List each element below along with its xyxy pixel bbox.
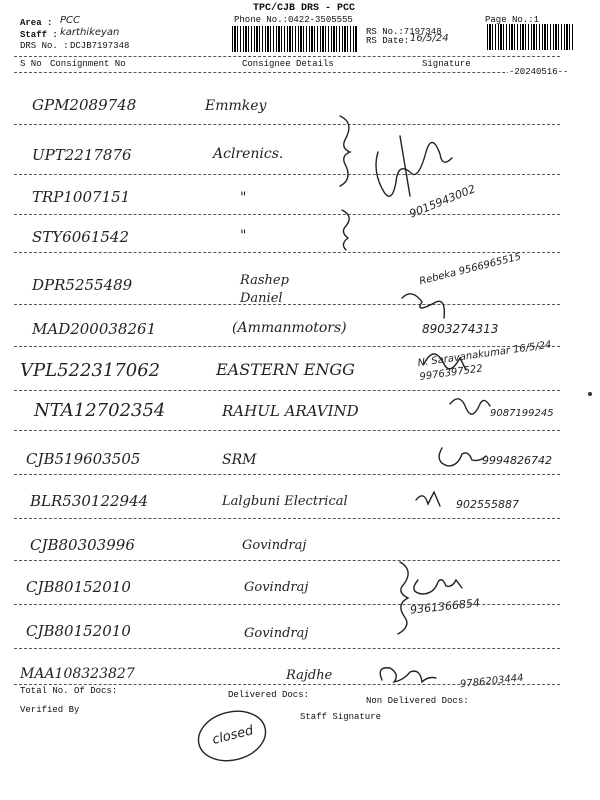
rs-date-label: RS Date: <box>366 36 410 46</box>
consignment-number: CJB80152010 <box>26 622 131 640</box>
consignment-number: MAA108323827 <box>20 666 135 682</box>
drs-value: DCJB7197348 <box>70 41 130 51</box>
consignment-number: BLR530122944 <box>30 492 149 510</box>
consignee-name: Emmkey <box>205 98 267 114</box>
signature-phone: 8903274313 <box>422 322 499 336</box>
consignee-name: " <box>240 190 247 206</box>
signature-scribble <box>414 580 462 594</box>
barcode-left <box>232 26 358 52</box>
bracket-mark <box>340 116 350 186</box>
consignment-number: CJB80303996 <box>30 536 135 554</box>
consignment-number: DPR5255489 <box>32 276 133 294</box>
signature-phone: 9361366854 <box>409 596 481 617</box>
total-docs-label: Total No. Of Docs: <box>20 686 118 696</box>
delivered-docs-label: Delivered Docs: <box>228 690 310 700</box>
phone-number: Phone No.:0422-3505555 <box>234 15 353 25</box>
row-rule <box>14 684 560 685</box>
consignment-number: CJB519603505 <box>26 450 141 468</box>
signature-phone: 9994826742 <box>482 454 552 467</box>
row-rule <box>14 560 560 561</box>
row-rule <box>14 304 560 305</box>
signature-phone: 9015943002 <box>407 182 478 221</box>
consignee-name: EASTERN ENGG <box>216 360 355 379</box>
row-rule <box>14 174 560 175</box>
row-rule <box>14 124 560 125</box>
staff-signature-label: Staff Signature <box>300 712 382 722</box>
rs-date-value: 16/5/24 <box>410 33 449 44</box>
consignee-name: (Ammanmotors) <box>232 320 347 336</box>
closed-stamp-text: closed <box>210 723 255 748</box>
row-rule <box>14 346 560 347</box>
consignment-number: GPM2089748 <box>32 96 137 114</box>
consignment-number: NTA12702354 <box>34 400 166 421</box>
consignment-number: MAD200038261 <box>32 320 157 338</box>
signature-phone: N. Saravanakumar 16/5/24 9976397522 <box>416 339 553 384</box>
signature-phone: Rebeka 9566965515 <box>418 251 523 288</box>
signature-phone: 9786203444 <box>459 672 525 691</box>
rs-number: RS No.:7197348 <box>366 27 442 37</box>
signature-scribble <box>439 448 486 466</box>
drs-label: DRS No. : <box>20 41 69 51</box>
consignment-number: CJB80152010 <box>26 578 131 596</box>
consignee-name: RAHUL ARAVIND <box>222 402 359 420</box>
bracket-mark <box>342 210 349 250</box>
consignment-number: STY6061542 <box>32 228 129 246</box>
signature-scribble <box>402 294 444 318</box>
row-rule <box>14 474 560 475</box>
margin-dot <box>588 392 592 396</box>
area-label: Area : <box>20 18 53 28</box>
col-consignee: Consignee Details <box>242 59 334 69</box>
non-delivered-docs-label: Non Delivered Docs: <box>366 696 469 706</box>
signature-scribble <box>416 492 440 506</box>
consignment-number: VPL522317062 <box>20 360 161 381</box>
row-rule <box>14 390 560 391</box>
consignment-number: UPT2217876 <box>32 146 132 164</box>
verified-by-label: Verified By <box>20 705 80 715</box>
header-rule <box>14 56 560 57</box>
staff-label: Staff : <box>20 30 58 40</box>
consignee-name: Govindraj <box>244 580 309 595</box>
row-rule <box>14 518 560 519</box>
col-sno: S No <box>20 59 42 69</box>
signature-scribble <box>400 136 410 196</box>
consignee-name: Rashep Daniel <box>240 273 289 306</box>
staff-value: karthikeyan <box>60 27 120 38</box>
report-title: TPC/CJB DRS - PCC <box>253 3 356 14</box>
barcode-right <box>487 24 573 50</box>
signature-scribble <box>376 142 452 196</box>
signature-phone: 902555887 <box>456 498 519 511</box>
date-code: -20240516-- <box>509 67 569 77</box>
signature-phone: 9087199245 <box>490 408 554 419</box>
consignment-number: TRP1007151 <box>32 188 131 206</box>
consignee-name: Rajdhe <box>286 668 333 683</box>
row-rule <box>14 648 560 649</box>
consignee-name: Govindraj <box>242 538 307 553</box>
col-consignment: Consignment No <box>50 59 126 69</box>
area-value: PCC <box>60 15 80 26</box>
row-rule <box>14 252 560 253</box>
consignee-name: " <box>240 228 247 244</box>
row-rule <box>14 604 560 605</box>
consignee-name: Govindraj <box>244 626 309 641</box>
consignee-name: Lalgbuni Electrical <box>222 494 348 509</box>
signature-scribble <box>450 399 490 414</box>
bracket-mark <box>398 562 408 634</box>
page-number: Page No.:1 <box>485 15 540 25</box>
row-rule <box>14 430 560 431</box>
consignee-name: SRM <box>222 452 257 468</box>
consignee-name: Aclrenics. <box>213 146 284 162</box>
col-signature: Signature <box>422 59 471 69</box>
header-rule-bottom <box>14 72 560 73</box>
signature-scribble <box>380 668 436 682</box>
row-rule <box>14 214 560 215</box>
